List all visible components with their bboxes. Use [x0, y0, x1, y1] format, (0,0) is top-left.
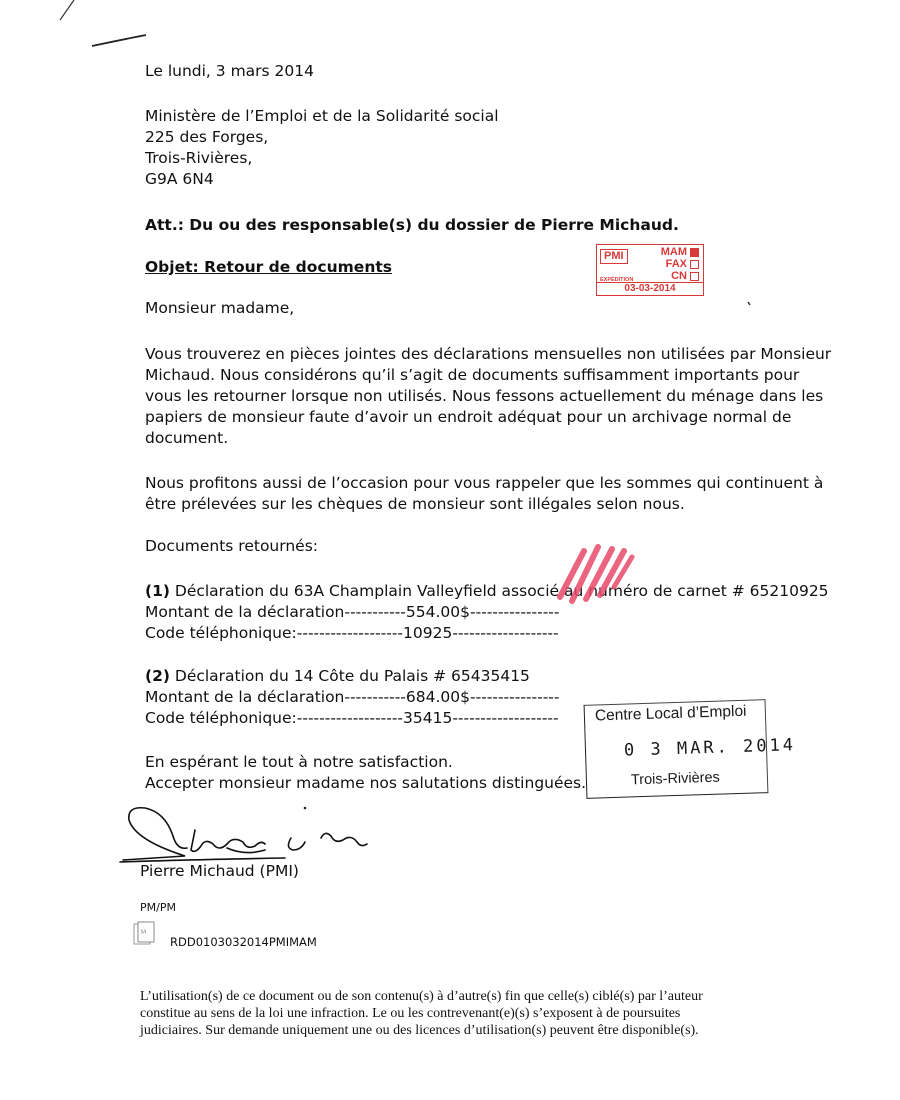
- paragraph-2-line: Nous profitons aussi de l’occasion pour vous rappeler que les sommes qui continuent à: [145, 474, 824, 492]
- pmi-option-label: MAM: [660, 246, 687, 258]
- office-stamp-title: Centre Local d’Emploi: [594, 702, 747, 725]
- unchecked-box-icon: [690, 260, 699, 269]
- pmi-option-mam: [661, 246, 699, 258]
- paragraph-1: [145, 344, 831, 449]
- pmi-option-fax: [661, 258, 699, 270]
- paragraph-1-line: Vous trouverez en pièces jointes des déclarations mensuelles non utilisées par Monsieur: [145, 345, 832, 363]
- paragraph-2: [145, 473, 823, 515]
- signature-dot: [304, 807, 307, 810]
- document-file-icon: [133, 921, 155, 947]
- scan-dot: [748, 302, 750, 305]
- closing-line-2: Accepter monsieur madame nos salutations distinguées.: [145, 774, 587, 792]
- ink-smudge-mark: [550, 537, 640, 612]
- document-1-title: [145, 581, 829, 602]
- document-description: Déclaration du 63A Champlain Valleyfield associé au numéro de carnet # 65210925: [169, 582, 829, 600]
- documents-heading: Documents retournés:: [145, 537, 319, 555]
- recipient-line-3: Trois-Rivières,: [145, 149, 253, 167]
- document-2-title: [145, 666, 530, 687]
- initials: PM/PM: [140, 901, 176, 914]
- legal-footer: [140, 988, 703, 1039]
- pmi-option-label: FAX: [665, 258, 687, 270]
- svg-text:M: M: [141, 929, 147, 936]
- pmi-stamp-date: 03-03-2014: [597, 282, 703, 295]
- office-stamp-city: Trois-Rivières: [630, 769, 721, 789]
- paragraph-1-line: Michaud. Nous considérons qu’il s’agit de documents suffisamment importants pour: [145, 366, 800, 384]
- pmi-stamp-options: [661, 246, 699, 282]
- legal-footer-line: L’utilisation(s) de ce document ou de son contenu(s) à d’autre(s) fin que celle(s) ciblé(s) par l’auteur: [140, 989, 703, 1004]
- recipient-line-4: G9A 6N4: [145, 170, 214, 188]
- checked-box-icon: [690, 248, 699, 257]
- legal-footer-line: constitue au sens de la loi une infraction. Le ou les contrevenant(e)(s) s’exposent à de poursuites: [140, 1006, 681, 1021]
- document-2-code: Code téléphonique:-------------------35415-------------------: [145, 709, 559, 727]
- legal-footer-line: judiciaires. Sur demande uniquement une ou des licences d’utilisation(s) peuvent être disponible(s).: [140, 1023, 699, 1038]
- unchecked-box-icon: [690, 272, 699, 281]
- salutation: Monsieur madame,: [145, 299, 295, 317]
- subject-line: Objet: Retour de documents: [145, 258, 392, 276]
- paragraph-1-line: papiers de monsieur faute d’avoir un endroit adéquat pour un archivage normal de: [145, 408, 792, 426]
- document-number: (1): [145, 582, 170, 600]
- signature-name: Pierre Michaud (PMI): [140, 862, 299, 880]
- scan-mark-top-left: [60, 0, 74, 20]
- office-stamp-date: 0 3 MAR. 2014: [623, 735, 797, 761]
- recipient-line-1: Ministère de l’Emploi et de la Solidarité social: [145, 107, 499, 125]
- reference-code: RDD0103032014PMIMAM: [170, 935, 317, 949]
- document-1-amount: Montant de la déclaration-----------554.00$----------------: [145, 603, 560, 621]
- pmi-option-label: CN: [671, 270, 687, 282]
- document-2-amount: Montant de la déclaration-----------684.00$----------------: [145, 688, 560, 706]
- attention-line: Att.: Du ou des responsable(s) du dossier de Pierre Michaud.: [145, 216, 679, 234]
- pmi-expedition-stamp: [596, 244, 704, 296]
- document-1-code: Code téléphonique:-------------------10925-------------------: [145, 624, 559, 642]
- office-received-stamp: [584, 699, 797, 799]
- pmi-option-cn: [661, 270, 699, 282]
- paragraph-1-line: vous les retourner lorsque non utilisés. Nous fessons actuellement du ménage dans les: [145, 387, 824, 405]
- document-number: (2): [145, 667, 170, 685]
- closing-line-1: En espérant le tout à notre satisfaction.: [145, 753, 453, 771]
- pmi-stamp-label: PMI: [600, 249, 628, 264]
- letter-date: Le lundi, 3 mars 2014: [145, 62, 314, 80]
- pmi-expedition-label: EXPÉDITION: [600, 277, 634, 283]
- scan-mark-dash: [92, 35, 146, 46]
- paragraph-2-line: être prélevées sur les chèques de monsieur sont illégales selon nous.: [145, 495, 685, 513]
- document-description: Déclaration du 14 Côte du Palais # 65435415: [169, 667, 530, 685]
- handwritten-signature: [115, 800, 415, 870]
- paragraph-1-line: document.: [145, 429, 229, 447]
- recipient-line-2: 225 des Forges,: [145, 128, 269, 146]
